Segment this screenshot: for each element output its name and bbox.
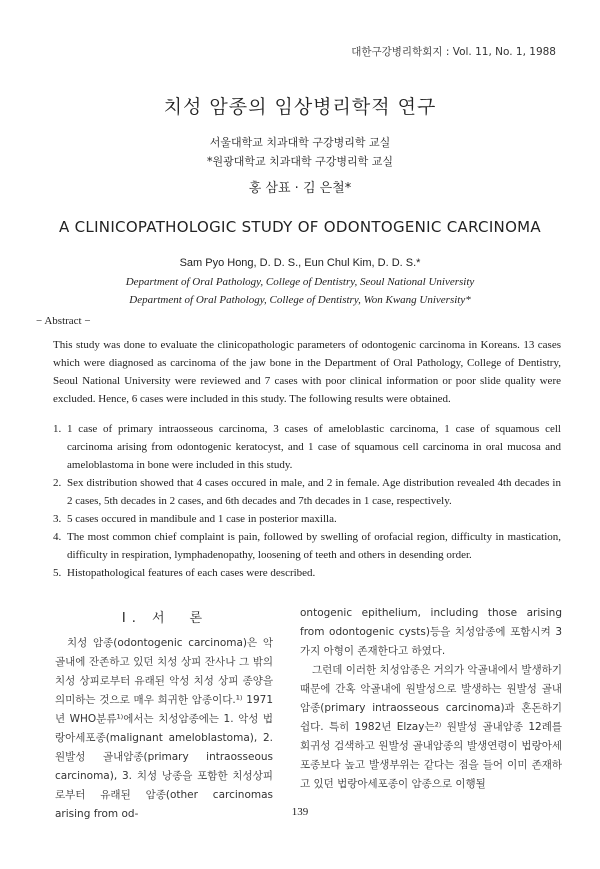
result-item: [53, 474, 561, 510]
result-number: 2.: [53, 477, 62, 489]
result-number: 3.: [53, 513, 62, 525]
result-item: [53, 510, 561, 528]
korean-authors: 홍 삼표 · 김 은철*: [248, 181, 352, 196]
department-1: Department of Oral Pathology, College of Dentistry, Seoul National University: [125, 276, 475, 288]
result-text: Histopathological features of each cases were described.: [67, 567, 316, 579]
result-item: [53, 420, 561, 474]
page-number: 139: [291, 806, 309, 818]
result-text: 1 case of primary intraosseous carcinoma, 3 cases of ameloblastic carcinoma, 1 case of squamous cell carcinoma arising from odontogenic keratocyst, and 1 case of squamous cell carcinoma in oral mucosa and ameloblastoma in bone were included in this study.: [67, 423, 561, 471]
abstract: [53, 336, 561, 408]
english-title: A CLINICOPATHOLOGIC STUDY OF ODONTOGENIC CARCINOMA: [59, 218, 541, 236]
abstract-text: This study was done to evaluate the clinicopathologic parameters of odontogenic carcinoma in Koreans. 13 cases which were diagnosed as carcinoma of the jaw bone in the Department of Oral Pathology, College of Dentistry, Seoul National University were reviewed and 7 cases with poor clinical information or poor slide quality were excluded. Hence, 6 cases were included in this study. The following results were obtained.: [53, 339, 561, 405]
results-list: [53, 420, 561, 582]
journal-header: 대한구강병리학회지 : Vol. 11, No. 1, 1988: [351, 46, 556, 58]
result-text: 5 cases occured in mandibule and 1 case in posterior maxilla.: [67, 513, 337, 525]
result-number: 5.: [53, 567, 62, 579]
korean-affiliation-1: 서울대학교 치과대학 구강병리학 교실: [209, 136, 391, 149]
result-item: [53, 564, 561, 582]
korean-affiliation-2: *원광대학교 치과대학 구강병리학 교실: [206, 155, 393, 168]
result-number: 1.: [53, 423, 62, 435]
right-column-paragraph-2: 그런데 이러한 치성암종은 거의가 악골내에서 발생하기 때문에 간혹 악골내에 원발성으로 발생하는 원발성 골내암종(primary intraosseous carcinoma)과 혼돈하기 쉽다. 특히 1982년 Elzay는²⁾ 원발성 골내암종 12례를 회귀성 검색하고 원발성 골내암종의 발생연령이 법랑아세포종보다 높고 발생부위는 같다는 점을 들어 이미 존재하고 있던 법랑아세포종이 암종으로 이행될: [300, 664, 562, 790]
korean-title: 치성 암종의 임상병리학적 연구: [163, 96, 437, 118]
section-heading: Ⅰ. 서 론: [121, 611, 209, 626]
left-column: [55, 634, 273, 824]
department-2: Department of Oral Pathology, College of Dentistry, Won Kwang University*: [129, 294, 471, 306]
right-column: [300, 604, 562, 794]
result-number: 4.: [53, 531, 62, 543]
result-text: Sex distribution showed that 4 cases occured in male, and 2 in female. Age distribution revealed 4th decades in 2 cases, 5th decades in 2 cases, and 6th decades and 7th decades in 1 case, respectively.: [67, 477, 561, 507]
result-item: [53, 528, 561, 564]
left-column-text: 치성 암종(odontogenic carcinoma)은 악골내에 잔존하고 있던 치성 상피 잔사나 그 밖의 치성 상피로부터 유래된 악성 치성 상피 종양을 의미하는 것으로 매우 희귀한 암종이다.¹⁾ 1971년 WHO분류¹⁾에서는 치성암종에는 1. 악성 법랑아세포종(malignant ameloblastoma), 2. 원발성 골내암종(primary intraosseous carcinoma), 3. 치성 낭종을 포함한 치성상피로부터 유래된 암종(other carcinomas arising from od-: [55, 637, 273, 820]
result-text: The most common chief complaint is pain, followed by swelling of orofacial region, difficulty in mastication, difficulty in respiration, lymphadenopathy, loosening of teeth and others in desending order.: [67, 531, 561, 561]
abstract-label: − Abstract −: [36, 315, 91, 327]
english-authors: Sam Pyo Hong, D. D. S., Eun Chul Kim, D. D. S.*: [179, 257, 421, 269]
right-column-paragraph-1: ontogenic epithelium, including those arising from odontogenic cysts)등을 치성암종에 포함시켜 3가지 아형이 존재한다고 하였다.: [300, 607, 562, 657]
